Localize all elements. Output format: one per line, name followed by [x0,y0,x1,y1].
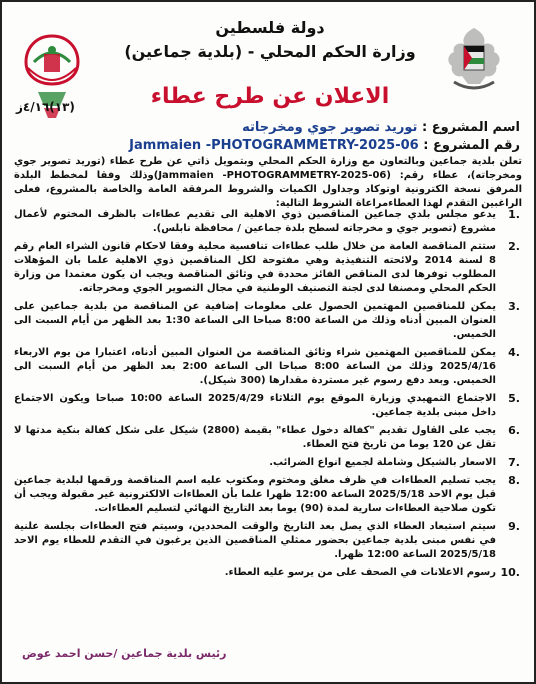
condition-text: الاجتماع التمهيدي وزيارة الموقع يوم الثلاثاء 2025/4/29 الساعة 10:00 صباحا ويكون الاجتماع داخل مبنى بلدية جماعين. [14,393,496,418]
header [2,2,536,127]
signature: رئيس بلدية جماعين /حسن احمد عوض [22,647,227,660]
project-name-row [242,120,520,135]
condition-number: 8. [508,474,520,487]
condition-text: يمكن للمناقصين المهتمين الحصول على معلومات إضافية عن المناقصة من بلدية جماعين على العنوان المبين أدناه وذلك من الساعة 8:00 صباحا الى الساعة 1:30 بعد الظهر من أيام السبت الى الخميس. [14,301,497,340]
project-name-label: اسم المشروع : [417,120,520,135]
condition-item [14,424,522,452]
condition-number: 1. [508,208,520,221]
conditions-list [14,208,522,584]
condition-text: الاسعار بالشيكل وشاملة لجميع انواع الضرائب. [269,457,496,468]
condition-text: يمكن للمناقصين المهتمين شراء وثائق المناقصة من العنوان المبين أدناه، اعتبارا من يوم الاربعاء 2025/4/16 وذلك من الساعة 8:00 صباحا الى الساعة 2:00 بعد الظهر من أيام السبت الى الخميس. وبعد دفع رسوم غير مستردة مقدارها (300 شيكل). [14,347,496,386]
condition-number: 4. [508,346,520,359]
ministry-name: وزارة الحكم المحلي - (بلدية جماعين) [124,42,416,61]
condition-text: ستتم المناقصة العامة من خلال طلب عطاءات تنافسية محلية وفقا لاحكام قانون الشراء العام رقم 8 لسنة 2014 ولائحته التنفيذية وهي مفتوحة لكل المناقصين ذوي الاهلية علما بان المؤهلات المطلوب توفرها لدى المناقص الفائز محددة في وثائق المناقصة ويجب ان يكون معتمدا من وزارة الحكم المحلي ومصنفا لدى لجنة التصنيف الوطنية في مجال التصوير الجوي ومخرجاته. [14,241,496,294]
condition-item [14,300,522,342]
condition-number: 9. [508,520,520,533]
condition-item [14,208,522,236]
project-name-value: توريد تصوير جوي ومخرجاته [242,120,418,135]
state-name: دولة فلسطين [215,18,325,37]
condition-item [14,240,522,296]
condition-number: 2. [508,240,520,253]
condition-number: 7. [508,456,520,469]
condition-number: 3. [508,300,520,313]
condition-text: يدعو مجلس بلدي جماعين المناقصين ذوي الاهلية الى تقديم عطاءات بالظرف المختوم لأعمال مشروع (تصوير جوي و مخرجاته لسطح بلدة جماعين / محافظة نابلس). [14,209,496,234]
condition-item [14,520,522,562]
condition-item [14,456,522,470]
project-number-value: Jammaien -PHOTOGRAMMETRY-2025-06 [129,138,419,153]
condition-item [14,474,522,516]
condition-number: 5. [508,392,520,405]
condition-text: سيتم استبعاد العطاء الذي يصل بعد التاريخ والوقت المحددين، وسيتم فتح العطاءات بجلسة علنية في نفس مبنى بلدية جماعين بحضور ممثلي المناقصين الذين يرغبون في التقدم للعطاء يوم الاحد 2025/5/18 الساعة 12:00 ظهرا. [14,521,496,560]
project-number-row [129,138,520,153]
condition-item [14,346,522,388]
condition-text: رسوم الاعلانات في الصحف على من يرسو عليه العطاء. [224,567,496,578]
announcement-title: الاعلان عن طرح عطاء [150,84,390,109]
project-number-label: رقم المشروع : [418,138,520,153]
condition-text: يجب تسليم العطاءات في ظرف مغلق ومختوم ومكتوب عليه اسم المناقصة ورقمها لبلدية جماعين قبل يوم الاحد 2025/5/18 الساعة 12:00 ظهرا علما بأن العطاءات الالكترونية غير مقبولة ويجب أن تكون صلاحية العطاءات سارية لمدة (90) يوما بعد التاريخ النهائي لتسليم العطاءات. [14,475,496,514]
condition-item [14,566,522,580]
intro-paragraph: تعلن بلدية جماعين وبالتعاون مع وزارة الحكم المحلي وبتمويل ذاتي عن طرح عطاء (توريد تصوير جوي ومخرجاته)، عطاء رقم: (Jammaien -PHOTOGRAMMETRY-2025-06)وذلك وفقا لمخطط البلدة المرفق نسخة الكترونية اوتوكاد وجداول الكميات والشروط المرفقة العامة والخاصة بالمشروع، فعلى الراغبين التقدم لهذا العطاءمراعاة الشروط التالية: [14,156,522,209]
condition-number: 10. [500,566,520,579]
condition-item [14,392,522,420]
condition-number: 6. [508,424,520,437]
condition-text: يجب على القاول تقديم "كفالة دخول عطاء" بقيمة (2800) شيكل على شكل كفالة بنكية مدتها لا تقل عن 120 يوما من تاريخ فتح العطاء. [14,425,496,450]
reference-number: (١٣)٤/١٦ز [16,100,75,114]
